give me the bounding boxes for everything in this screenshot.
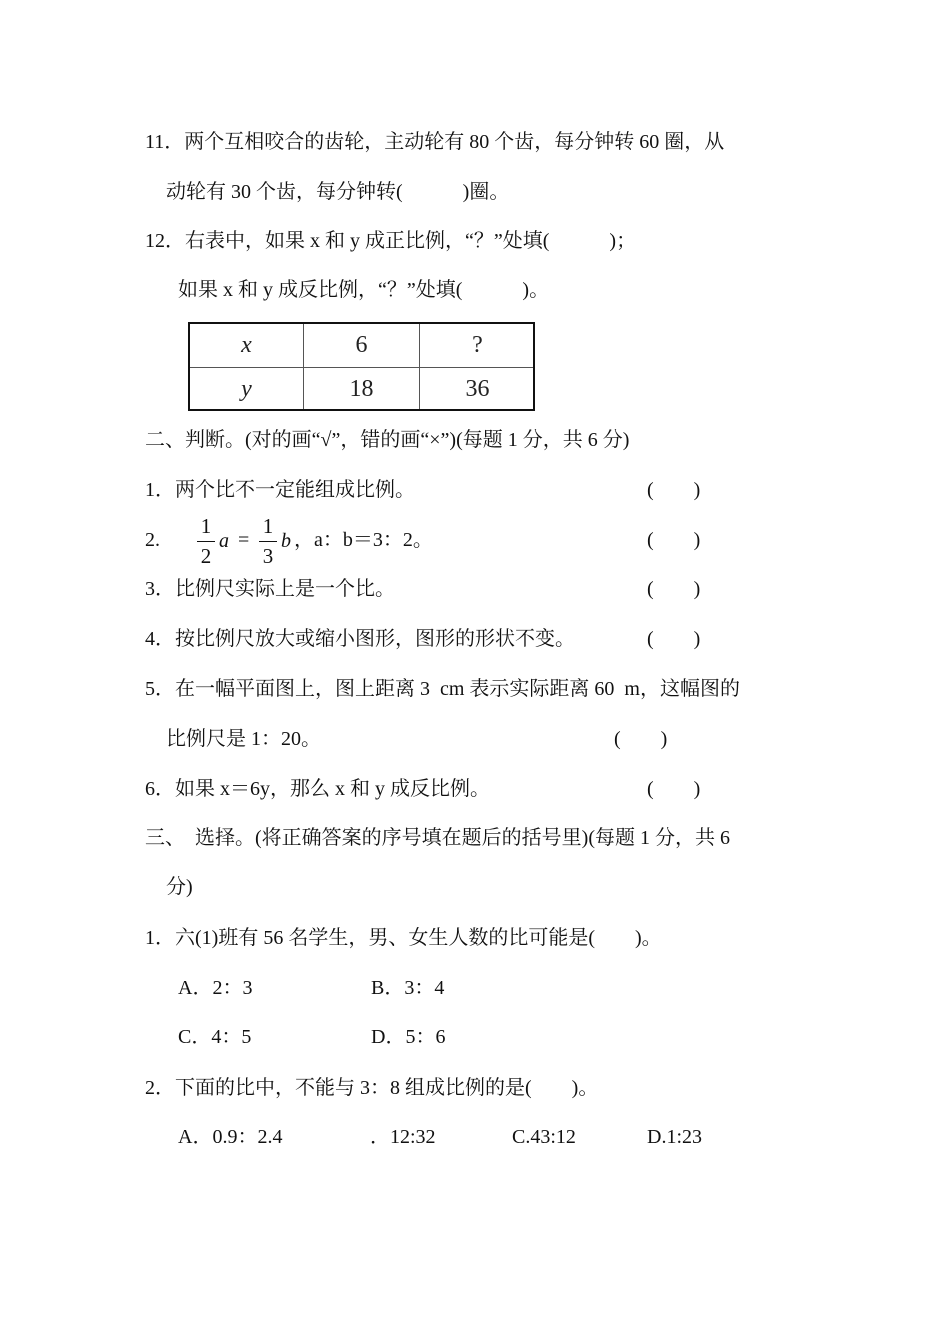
fraction2-bar [259, 541, 277, 542]
judge-item-4: 4．按比例尺放大或缩小图形，图形的形状不变。 [145, 628, 575, 650]
fraction2-denominator: 3 [262, 544, 274, 568]
fraction2-numerator: 1 [262, 514, 274, 538]
q11-line2: 动轮有 30 个齿，每分钟转( )圈。 [166, 181, 510, 203]
section2-heading: 二、判断。(对的画“√”，错的画“×”)(每题 1 分，共 6 分) [145, 429, 630, 451]
table-cell-x-label: x [241, 332, 252, 358]
section3-heading-line2: 分) [166, 876, 193, 898]
judge-item-6: 6．如果 x＝6y，那么 x 和 y 成反比例。 [145, 778, 490, 800]
fraction1-bar [197, 541, 215, 542]
choice-q1-stem: 1．六(1)班有 56 名学生，男、女生人数的比可能是( )。 [145, 927, 662, 949]
q12-line1: 12．右表中，如果 x 和 y 成正比例，“？”处填( )； [145, 230, 637, 252]
equals-sign: = [238, 529, 250, 551]
q11-line1: 11．两个互相咬合的齿轮，主动轮有 80 个齿，每分钟转 60 圈，从 [145, 131, 725, 153]
choice-q2-option-b: ．12:32 [370, 1126, 436, 1148]
xy-table [188, 322, 535, 411]
choice-q1-option-b: B．3：4 [371, 977, 445, 999]
choice-q1-option-c: C．4：5 [178, 1026, 252, 1048]
judge-answer-6: ( ) [647, 778, 701, 800]
choice-q2-option-d: D.1:23 [647, 1126, 702, 1148]
judge-item-1: 1．两个比不一定能组成比例。 [145, 479, 415, 501]
variable-b: b [281, 530, 291, 552]
section3-heading-line1: 三、 选择。(将正确答案的序号填在题后的括号里)(每题 1 分，共 6 [145, 827, 730, 849]
judge-item-5-cont: 比例尺是 1：20。 [166, 728, 321, 750]
q12-line2: 如果 x 和 y 成反比例，“？”处填( )。 [178, 279, 550, 301]
table-cell-y-2: 36 [465, 376, 490, 402]
judge-item-2-number: 2. [145, 529, 160, 551]
choice-q1-option-a: A．2：3 [178, 977, 253, 999]
judge-answer-5: ( ) [614, 728, 668, 750]
variable-a: a [219, 530, 229, 552]
judge-item-3: 3．比例尺实际上是一个比。 [145, 578, 395, 600]
table-cell-x-2: ? [472, 332, 483, 358]
judge-answer-2: ( ) [647, 529, 701, 551]
table-cell-x-1: 6 [355, 332, 368, 358]
choice-q2-option-c: C.43:12 [512, 1126, 576, 1148]
judge-item-2-rest: ，a：b＝3：2。 [294, 529, 433, 551]
choice-q2-option-a: A．0.9：2.4 [178, 1126, 283, 1148]
choice-q1-option-d: D．5：6 [371, 1026, 446, 1048]
choice-q2-stem: 2．下面的比中，不能与 3：8 组成比例的是( )。 [145, 1077, 599, 1099]
fraction1-numerator: 1 [200, 514, 212, 538]
table-cell-y-1: 18 [349, 376, 374, 402]
judge-answer-1: ( ) [647, 479, 701, 501]
judge-answer-4: ( ) [647, 628, 701, 650]
fraction1-denominator: 2 [200, 544, 212, 568]
judge-answer-3: ( ) [647, 578, 701, 600]
judge-item-5: 5．在一幅平面图上，图上距离 3 cm 表示实际距离 60 m，这幅图的 [145, 678, 740, 700]
table-cell-y-label: y [241, 376, 252, 402]
